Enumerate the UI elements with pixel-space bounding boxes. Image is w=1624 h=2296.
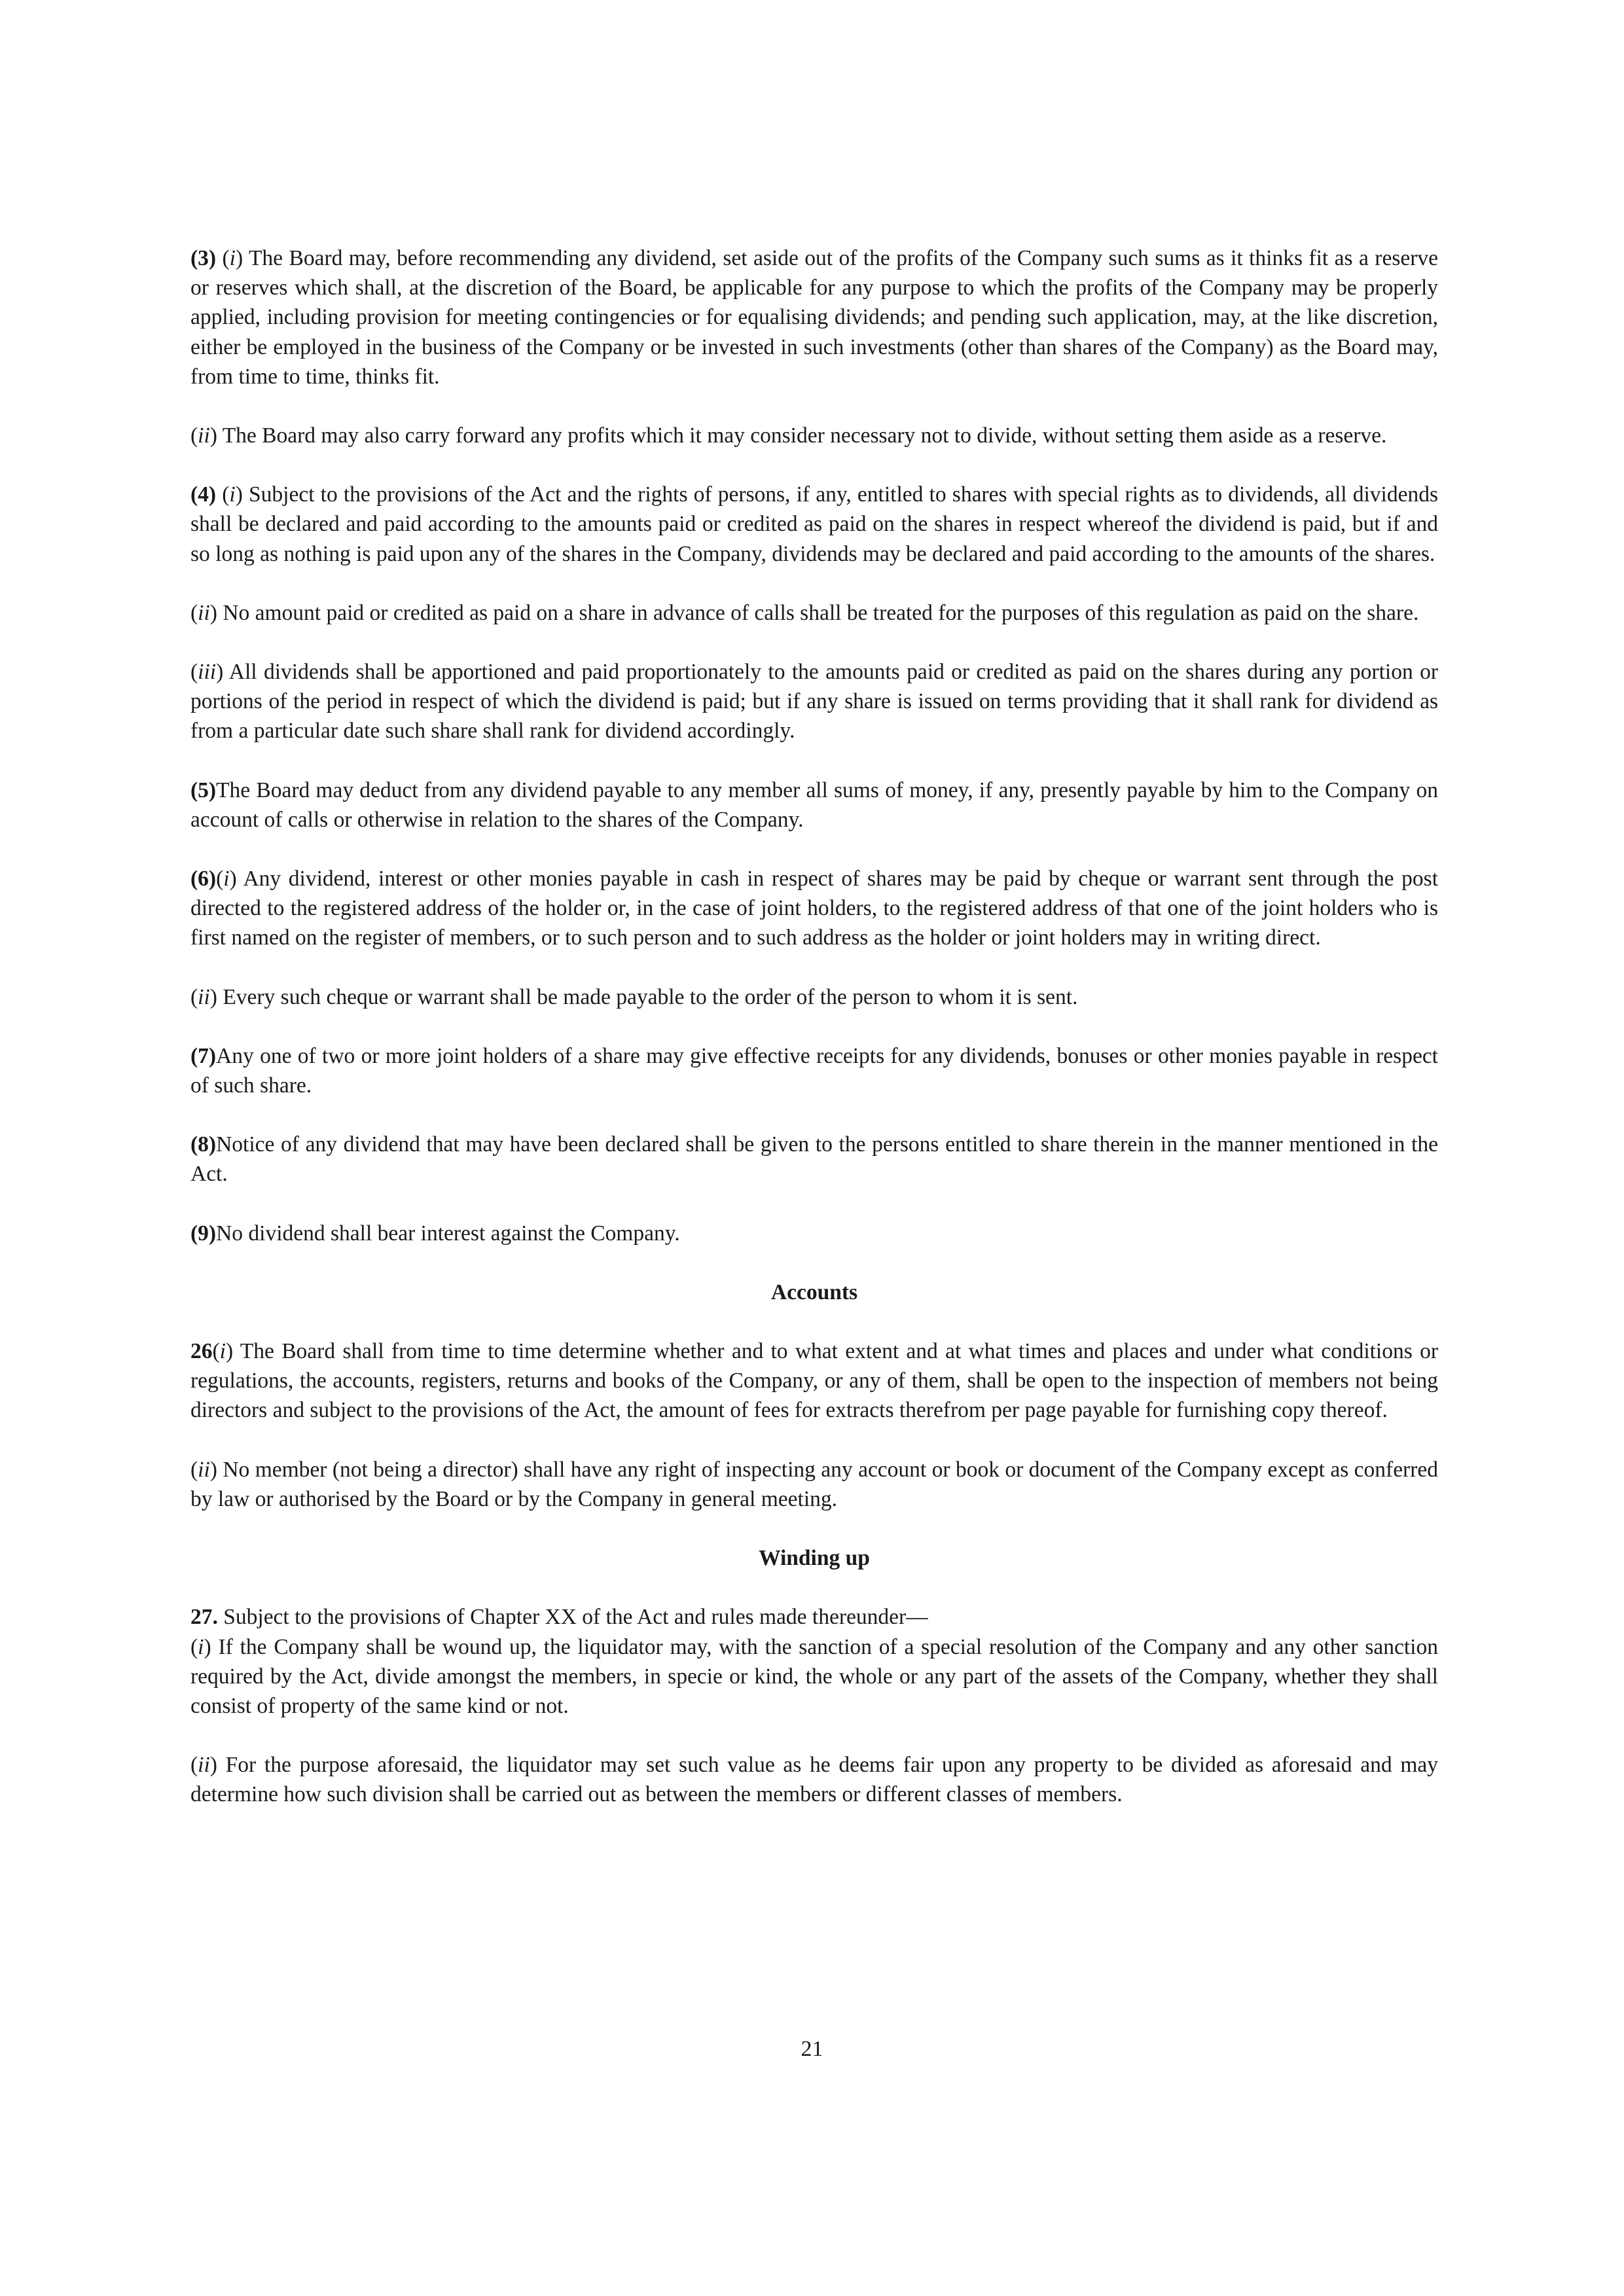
- clause-text: Subject to the provisions of Chapter XX of the Act and rules made thereunder—: [217, 1605, 928, 1630]
- clause-text: The Board may also carry forward any profits which it may consider necessary not to divide, without setting them aside as a reserve.: [217, 423, 1387, 448]
- clause-text: Subject to the provisions of the Act and the rights of persons, if any, entitled to shares with special rights as to dividends, all dividends shall be declared and paid according to the amounts paid or credited as paid on the shares in respect whereof the dividend is paid, but if and so long as nothing is paid upon any of the shares in the Company, dividends may be declared and paid according to the amounts of the shares.: [190, 482, 1439, 566]
- clause-number: (3): [190, 246, 217, 270]
- clause-26-i: 26(i) The Board shall from time to time determine whether and to what extent and at what times and places and under what conditions or regulations, the accounts, registers, returns and books of the Company, or any of them, shall be open to the inspection of members not being directors and subject to the provisions of the Act, the amount of fees for extracts therefrom per page payable for furnishing copy thereof.: [190, 1339, 1438, 1423]
- clause-4-i: (4) (i) Subject to the provisions of the Act and the rights of persons, if any, entitled to shares with special rights as to dividends, all dividends shall be declared and paid according to the amounts paid or credited as paid on the shares in respect whereof the dividend is paid, but if and so long as nothing is paid upon any of the shares in the Company, dividends may be declared and paid according to the amounts of the shares.: [190, 482, 1439, 566]
- clause-3-ii: (ii) The Board may also carry forward any profits which it may consider necessary not to divide, without setting them aside as a reserve.: [190, 423, 1387, 448]
- clause-number: (8): [190, 1132, 217, 1157]
- clause-text: No amount paid or credited as paid on a share in advance of calls shall be treated for the purposes of this regulation as paid on the share.: [217, 600, 1419, 625]
- clause-text: Every such cheque or warrant shall be made payable to the order of the person to whom it is sent.: [217, 984, 1078, 1009]
- clause-27: [190, 1602, 1438, 1632]
- sub-clause-label: ii: [198, 1753, 210, 1778]
- clause-number: 27.: [190, 1605, 218, 1630]
- clause-3-i: (3) (i) The Board may, before recommending any dividend, set aside out of the profits of the Company such sums as it thinks fit as a reserve or reserves which shall, at the discretion of the Board, be applicable for any purpose to which the profits of the Company may be properly applied, including provision for meeting contingencies or for equalising dividends; and pending such application, may, at the like discretion, either be employed in the business of the Company or be invested in such investments (other than shares of the Company) as the Board may, from time to time, thinks fit.: [190, 246, 1439, 389]
- document-body: [190, 243, 1438, 1839]
- clause-number: (9): [190, 1221, 217, 1246]
- clause-5: [190, 776, 1438, 834]
- section-heading-winding-up: Winding up: [759, 1546, 870, 1571]
- clause-number: (5): [190, 778, 217, 802]
- clause-text: The Board may deduct from any dividend payable to any member all sums of money, if any, presently payable by him to the Company on account of calls or otherwise in relation to the shares of the Company.: [190, 778, 1438, 832]
- clause-8: [190, 1130, 1438, 1189]
- clause-number: (6): [190, 867, 217, 891]
- clause-text: Any dividend, interest or other monies payable in cash in respect of shares may be paid by cheque or warrant sent through the post directed to the registered address of the holder or, in the case of joint holders, to the registered address of that one of the joint holders who is first named on the register of members, or to such person and to such address as the holder or joint holders may in writing direct.: [190, 867, 1438, 950]
- clause-text: The Board shall from time to time determine whether and to what extent and at what times and places and under what conditions or regulations, the accounts, registers, returns and books of the Company, or any of them, shall be open to the inspection of members not being directors and subject to the provisions of the Act, the amount of fees for extracts therefrom per page payable for furnishing copy thereof.: [190, 1339, 1438, 1423]
- sub-clause-label: i: [229, 482, 236, 507]
- clause-text: Any one of two or more joint holders of a share may give effective receipts for any dividends, bonuses or other monies payable in respect of such share.: [190, 1043, 1438, 1098]
- clause-number: (7): [190, 1043, 217, 1068]
- sub-clause-label: ii: [198, 984, 210, 1009]
- sub-clause-label: i: [229, 246, 236, 270]
- clause-6-ii: (ii) Every such cheque or warrant shall be made payable to the order of the person to whom it is sent.: [190, 984, 1078, 1009]
- clause-text: No member (not being a director) shall have any right of inspecting any account or book or document of the Company except as conferred by law or authorised by the Board or by the Company in general meeting.: [190, 1457, 1438, 1511]
- clause-number: 26: [190, 1339, 213, 1364]
- clause-6-i: (6)(i) Any dividend, interest or other monies payable in cash in respect of shares may be paid by cheque or warrant sent through the post directed to the registered address of the holder or, in the case of joint holders, to the registered address of that one of the joint holders who is first named on the register of members, or to such person and to such address as the holder or joint holders may in writing direct.: [190, 867, 1438, 950]
- sub-clause-label: ii: [198, 423, 210, 448]
- section-heading-accounts: Accounts: [770, 1280, 858, 1304]
- clause-text: The Board may, before recommending any dividend, set aside out of the profits of the Company such sums as it thinks fit as a reserve or reserves which shall, at the discretion of the Board, be applicable for any purpose to which the profits of the Company may be properly applied, including provision for meeting contingencies or for equalising dividends; and pending such application, may, at the like discretion, either be employed in the business of the Company or be invested in such investments (other than shares of the Company) as the Board may, from time to time, thinks fit.: [190, 246, 1439, 389]
- clause-4-ii: (ii) No amount paid or credited as paid on a share in advance of calls shall be treated for the purposes of this regulation as paid on the share.: [190, 600, 1419, 625]
- clause-9: [190, 1219, 1438, 1248]
- clause-4-iii: (iii) All dividends shall be apportioned and paid proportionately to the amounts paid or credited as paid on the shares during any portion or portions of the period in respect of which the dividend is paid; but if any share is issued on terms providing that it shall rank for dividend as from a particular date such share shall rank for dividend accordingly.: [190, 660, 1438, 744]
- page-number: 21: [801, 2037, 823, 2061]
- sub-clause-label: iii: [198, 660, 217, 685]
- sub-clause-label: i: [198, 1634, 204, 1659]
- sub-clause-label: ii: [198, 1457, 210, 1482]
- sub-clause-label: i: [223, 867, 230, 891]
- clause-text: Notice of any dividend that may have been declared shall be given to the persons entitled to share therein in the manner mentioned in the Act.: [190, 1132, 1438, 1187]
- clause-27-ii: (ii) For the purpose aforesaid, the liquidator may set such value as he deems fair upon any property to be divided as aforesaid and may determine how such division shall be carried out as between the members or different classes of members.: [190, 1753, 1438, 1807]
- clause-text: No dividend shall bear interest against the Company.: [216, 1221, 680, 1246]
- clause-text: All dividends shall be apportioned and paid proportionately to the amounts paid or credited as paid on the shares during any portion or portions of the period in respect of which the dividend is paid; but if any share is issued on terms providing that it shall rank for dividend as from a particular date such share shall rank for dividend accordingly.: [190, 660, 1438, 744]
- clause-text: For the purpose aforesaid, the liquidator may set such value as he deems fair upon any property to be divided as aforesaid and may determine how such division shall be carried out as between the members or different classes of members.: [190, 1753, 1438, 1807]
- sub-clause-label: ii: [198, 600, 210, 625]
- clause-27-i: (i) If the Company shall be wound up, the liquidator may, with the sanction of a special resolution of the Company and any other sanction required by the Act, divide amongst the members, in specie or kind, the whole or any part of the assets of the Company, whether they shall consist of property of the same kind or not.: [190, 1634, 1438, 1718]
- clause-number: (4): [190, 482, 217, 507]
- clause-26-ii: (ii) No member (not being a director) shall have any right of inspecting any account or book or document of the Company except as conferred by law or authorised by the Board or by the Company in general meeting.: [190, 1457, 1438, 1511]
- clause-7: [190, 1041, 1438, 1100]
- sub-clause-label: i: [219, 1339, 226, 1364]
- clause-text: If the Company shall be wound up, the liquidator may, with the sanction of a special resolution of the Company and any other sanction required by the Act, divide amongst the members, in specie or kind, the whole or any part of the assets of the Company, whether they shall consist of property of the same kind or not.: [190, 1634, 1438, 1718]
